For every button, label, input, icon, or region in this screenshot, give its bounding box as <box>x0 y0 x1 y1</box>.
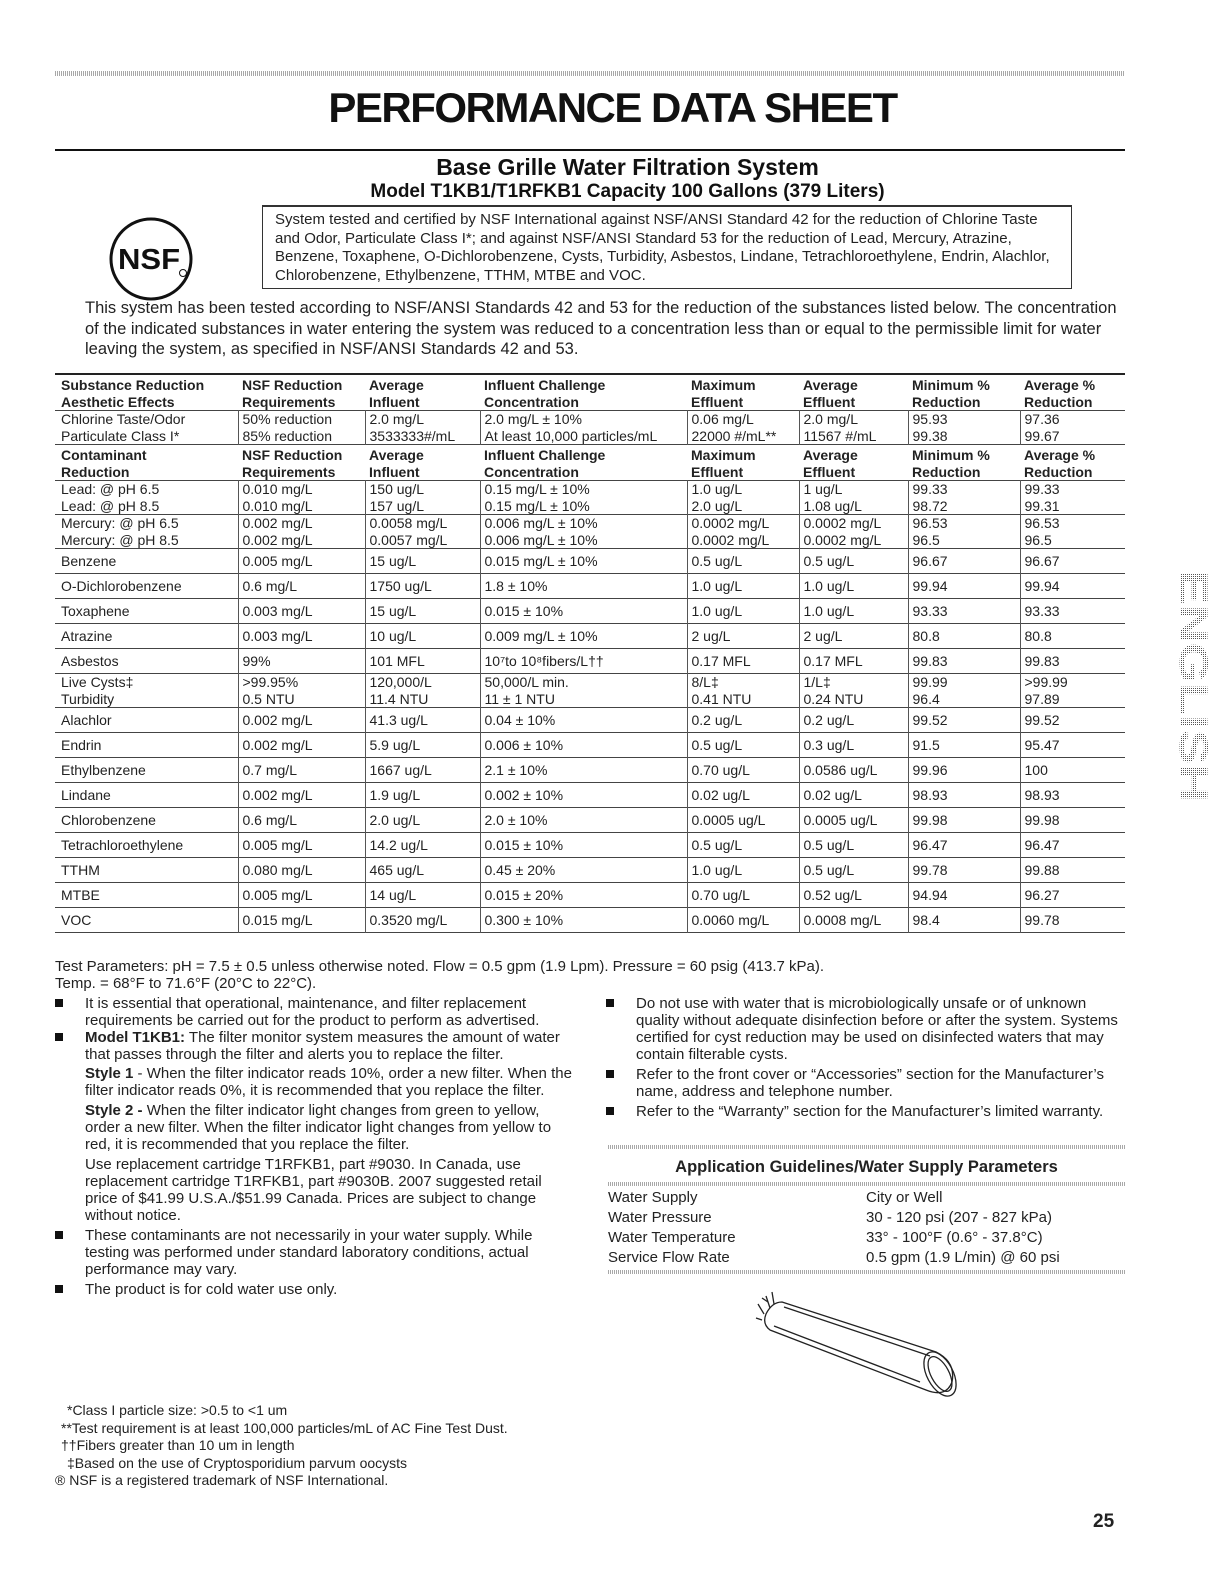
style1-label: Style 1 <box>85 1065 134 1082</box>
table-cell: 0.70 ug/L <box>687 758 799 783</box>
table-cell: 41.3 ug/L <box>365 708 480 733</box>
table-row <box>55 599 1125 624</box>
table-row <box>55 624 1125 649</box>
table-cell: 0.15 mg/L ± 10% 0.15 mg/L ± 10% <box>480 481 687 515</box>
table-cell: 0.002 mg/L 0.002 mg/L <box>238 515 365 549</box>
table-cell: 2 ug/L <box>799 624 908 649</box>
note-item <box>606 995 1125 1063</box>
table-cell: 0.005 mg/L <box>238 549 365 574</box>
table-cell: 99.94 <box>1020 574 1125 599</box>
table-cell: 96.27 <box>1020 883 1125 908</box>
table-row <box>55 858 1125 883</box>
note-item <box>55 1227 575 1278</box>
table-cell: Chlorobenzene <box>61 812 156 828</box>
table-cell: 99% <box>238 649 365 674</box>
table-cell: 0.5 ug/L <box>687 549 799 574</box>
table-cell: 96.47 <box>908 833 1020 858</box>
table-cell: 0.6 mg/L <box>238 808 365 833</box>
table-cell: 0.2 ug/L <box>687 708 799 733</box>
table-cell: 99.98 <box>1020 808 1125 833</box>
table-cell: NSF Reduction Requirements <box>242 377 343 410</box>
table-cell: 0.17 MFL <box>799 649 908 674</box>
table-cell: 14 ug/L <box>365 883 480 908</box>
table-cell: Average Effluent <box>803 377 858 410</box>
note-text: Do not use with water that is microbiologically unsafe or of unknown quality without adequate disinfection before or after the system. Systems certified for cyst reduction may be used on disinfected waters that may contain filterable cysts. <box>636 995 1118 1063</box>
table-cell: 1.8 ± 10% <box>480 574 687 599</box>
table-cell: 93.33 <box>908 599 1020 624</box>
table-cell: 99.83 <box>908 649 1020 674</box>
table-cell: 0.5 ug/L <box>687 733 799 758</box>
table-cell: 96.47 <box>1020 833 1125 858</box>
table-cell: TTHM <box>61 862 100 878</box>
table-header-row <box>55 374 1125 411</box>
table-cell: 1750 ug/L <box>365 574 480 599</box>
guideline-row <box>608 1188 1125 1208</box>
guideline-label: Water Pressure <box>608 1209 712 1226</box>
table-cell: 2.0 mg/L 11567 #/mL <box>799 411 908 445</box>
table-cell: 0.300 ± 10% <box>480 908 687 933</box>
footnote: *Class I particle size: >0.5 to <1 um <box>67 1402 288 1418</box>
table-cell: 98.93 <box>1020 783 1125 808</box>
table-cell: Mercury: @ pH 6.5 Mercury: @ pH 8.5 <box>61 515 179 548</box>
table-cell: 1/L‡ 0.24 NTU <box>799 674 908 708</box>
table-cell: 99.78 <box>908 858 1020 883</box>
nsf-logo-text: NSF <box>118 244 180 276</box>
table-cell: 0.015 ± 10% <box>480 833 687 858</box>
table-cell: 0.7 mg/L <box>238 758 365 783</box>
table-row <box>55 649 1125 674</box>
table-cell: O-Dichlorobenzene <box>61 578 182 594</box>
table-cell: 0.5 ug/L <box>799 858 908 883</box>
table-cell: 0.010 mg/L 0.010 mg/L <box>238 481 365 515</box>
table-cell: 0.3 ug/L <box>799 733 908 758</box>
note-text: The filter monitor system measures the amount of water that passes through the filter and alerts you to replace the filter. <box>85 1029 560 1063</box>
guideline-value: 0.5 gpm (1.9 L/min) @ 60 psi <box>866 1249 1060 1266</box>
right-notes <box>606 995 1125 1120</box>
bullet-square-icon <box>606 1107 614 1115</box>
table-cell: Lindane <box>61 787 111 803</box>
guidelines-bottom-rule <box>608 1270 1125 1274</box>
table-cell: 99.99 96.4 <box>908 674 1020 708</box>
table-cell: 2.0 mg/L ± 10% At least 10,000 particles/mL <box>480 411 687 445</box>
product-subtitle: Base Grille Water Filtration System <box>436 154 819 180</box>
table-row <box>55 708 1125 733</box>
guideline-row <box>608 1228 1125 1248</box>
table-cell: 0.45 ± 20% <box>480 858 687 883</box>
test-params-line2: Temp. = 68°F to 71.6°F (20°C to 22°C). <box>55 975 317 992</box>
table-cell: 91.5 <box>908 733 1020 758</box>
table-row <box>55 883 1125 908</box>
footnotes <box>55 1402 508 1490</box>
guideline-value: 33° - 100°F (0.6° - 37.8°C) <box>866 1229 1043 1246</box>
table-row <box>55 515 1125 549</box>
table-cell: NSF Reduction Requirements <box>242 447 343 480</box>
note-item <box>606 1103 1125 1120</box>
table-cell: 0.0058 mg/L 0.0057 mg/L <box>365 515 480 549</box>
note-item <box>55 995 575 1029</box>
table-cell: Live Cysts‡ Turbidity <box>61 674 134 707</box>
table-cell: 80.8 <box>1020 624 1125 649</box>
table-cell: 101 MFL <box>365 649 480 674</box>
table-row <box>55 758 1125 783</box>
table-cell: 99.94 <box>908 574 1020 599</box>
table-cell: 0.6 mg/L <box>238 574 365 599</box>
guidelines-top-rule <box>608 1145 1125 1149</box>
table-cell: 0.005 mg/L <box>238 883 365 908</box>
table-cell: 0.003 mg/L <box>238 624 365 649</box>
table-cell: 96.67 <box>908 549 1020 574</box>
table-cell: 95.47 <box>1020 733 1125 758</box>
table-cell: Average Influent <box>369 377 424 410</box>
table-cell: 0.02 ug/L <box>799 783 908 808</box>
table-cell: 1.0 ug/L <box>687 858 799 883</box>
bullet-square-icon <box>55 999 63 1007</box>
table-cell: 95.93 99.38 <box>908 411 1020 445</box>
table-cell: Maximum Effluent <box>691 377 756 410</box>
table-row <box>55 783 1125 808</box>
filter-cartridge-icon <box>760 1290 970 1400</box>
table-cell: 0.0008 mg/L <box>799 908 908 933</box>
table-cell: 14.2 ug/L <box>365 833 480 858</box>
table-cell: 98.4 <box>908 908 1020 933</box>
table-cell: 99.98 <box>908 808 1020 833</box>
guideline-value: 30 - 120 psi (207 - 827 kPa) <box>866 1209 1052 1226</box>
table-cell: 0.5 ug/L <box>687 833 799 858</box>
table-cell: 80.8 <box>908 624 1020 649</box>
table-row <box>55 733 1125 758</box>
table-cell: Average % Reduction <box>1024 377 1096 410</box>
guidelines-title: Application Guidelines/Water Supply Parameters <box>675 1158 1058 1176</box>
table-cell: 0.5 ug/L <box>799 549 908 574</box>
table-cell: 99.78 <box>1020 908 1125 933</box>
model-line: Model T1KB1/T1RFKB1 Capacity 100 Gallons (379 Liters) <box>370 181 885 202</box>
bullet-square-icon <box>606 1070 614 1078</box>
performance-table <box>55 373 1125 933</box>
table-cell: 50% reduction 85% reduction <box>238 411 365 445</box>
table-cell: Atrazine <box>61 628 113 644</box>
table-cell: 1.0 ug/L <box>799 574 908 599</box>
table-cell: 96.67 <box>1020 549 1125 574</box>
table-cell: 1.0 ug/L <box>687 574 799 599</box>
bullet-square-icon <box>606 999 614 1007</box>
table-cell: 2.0 mg/L 3533333#/mL <box>365 411 480 445</box>
note-item <box>55 1281 575 1298</box>
table-row <box>55 411 1125 445</box>
table-cell: 99.33 99.31 <box>1020 481 1125 515</box>
table-cell: Toxaphene <box>61 603 130 619</box>
table-cell: Maximum Effluent <box>691 447 756 480</box>
page-number: 25 <box>1093 1511 1115 1532</box>
guideline-label: Water Supply <box>608 1189 698 1206</box>
guideline-row <box>608 1248 1125 1268</box>
table-cell: 98.93 <box>908 783 1020 808</box>
table-cell: Substance Reduction Aesthetic Effects <box>61 377 205 410</box>
table-cell: 99.52 <box>908 708 1020 733</box>
table-cell: 5.9 ug/L <box>365 733 480 758</box>
table-cell: 8/L‡ 0.41 NTU <box>687 674 799 708</box>
table-cell: 94.94 <box>908 883 1020 908</box>
table-cell: 2.1 ± 10% <box>480 758 687 783</box>
table-cell: 2.0 ug/L <box>365 808 480 833</box>
footnote: ® NSF is a registered trademark of NSF International. <box>55 1472 389 1488</box>
table-cell: 465 ug/L <box>365 858 480 883</box>
table-cell: 0.080 mg/L <box>238 858 365 883</box>
table-cell: >99.99 97.89 <box>1020 674 1125 708</box>
table-cell: 0.009 mg/L ± 10% <box>480 624 687 649</box>
table-cell: 96.53 96.5 <box>908 515 1020 549</box>
table-cell: Influent Challenge Concentration <box>484 377 606 410</box>
table-cell: 0.015 mg/L ± 10% <box>480 549 687 574</box>
table-cell: 10⁷to 10⁸fibers/L†† <box>480 649 687 674</box>
table-cell: 150 ug/L 157 ug/L <box>365 481 480 515</box>
table-cell: 0.015 ± 20% <box>480 883 687 908</box>
footnote: **Test requirement is at least 100,000 particles/mL of AC Fine Test Dust. <box>61 1419 508 1436</box>
table-cell: 99.52 <box>1020 708 1125 733</box>
guideline-value: City or Well <box>866 1189 943 1206</box>
style2-label: Style 2 - <box>85 1102 143 1119</box>
table-cell: 0.17 MFL <box>687 649 799 674</box>
table-cell: Average % Reduction <box>1024 447 1096 480</box>
table-cell: 0.04 ± 10% <box>480 708 687 733</box>
nsf-logo-icon <box>109 217 193 301</box>
table-row <box>55 808 1125 833</box>
table-cell: 120,000/L 11.4 NTU <box>365 674 480 708</box>
table-cell: Average Influent <box>369 447 424 480</box>
table-cell: 2 ug/L <box>687 624 799 649</box>
bullet-square-icon <box>55 1285 63 1293</box>
guideline-label: Water Temperature <box>608 1229 736 1246</box>
table-cell: Average Effluent <box>803 447 858 480</box>
table-cell: 0.52 ug/L <box>799 883 908 908</box>
side-tab-label: ENGLISH <box>1171 570 1215 748</box>
table-cell: 0.70 ug/L <box>687 883 799 908</box>
guideline-label: Service Flow Rate <box>608 1249 730 1266</box>
guideline-row <box>608 1208 1125 1228</box>
left-notes <box>55 995 575 1298</box>
table-cell: Minimum % Reduction <box>912 377 990 410</box>
note-text: The product is for cold water use only. <box>85 1281 338 1298</box>
english-side-tab <box>1150 570 1215 802</box>
table-cell: 0.006 ± 10% <box>480 733 687 758</box>
guidelines-title-rule <box>608 1182 1125 1186</box>
table-cell: 100 <box>1020 758 1125 783</box>
table-cell: 15 ug/L <box>365 549 480 574</box>
table-row <box>55 908 1125 933</box>
table-cell: 50,000/L min. 11 ± 1 NTU <box>480 674 687 708</box>
table-cell: Tetrachloroethylene <box>61 837 184 853</box>
table-cell: 0.015 ± 10% <box>480 599 687 624</box>
table-cell: 0.005 mg/L <box>238 833 365 858</box>
table-cell: 99.96 <box>908 758 1020 783</box>
note-item <box>55 1029 575 1224</box>
bullet-square-icon <box>55 1033 63 1041</box>
table-cell: Endrin <box>61 737 102 753</box>
footnote: ‡Based on the use of Cryptosporidium parvum oocysts <box>67 1454 408 1471</box>
table-cell: Influent Challenge Concentration <box>484 447 606 480</box>
table-cell: 0.0060 mg/L <box>687 908 799 933</box>
note-text: These contaminants are not necessarily in your water supply. While testing was performed under standard laboratory conditions, actual performance may vary. <box>85 1227 533 1278</box>
table-row <box>55 833 1125 858</box>
table-cell: MTBE <box>61 887 100 903</box>
table-cell: 93.33 <box>1020 599 1125 624</box>
table-cell: 0.002 mg/L <box>238 708 365 733</box>
note-text: Refer to the front cover or “Accessories” section for the Manufacturer’s name, address and telephone number. <box>636 1066 1104 1100</box>
certification-box: System tested and certified by NSF International against NSF/ANSI Standard 42 for the reduction of Chlorine Taste and Odor, Particulate Class I*; and against NSF/ANSI Standard 53 for the reduction of Lead, Mercury, Atrazine, Benzene, Toxaphene, O-Dichlorobenzene, Cysts, Turbidity, Asbestos, Lindane, Tetrachloroethylene, Endrin, Alachlor, Chlorobenzene, Ethylbenzene, TTHM, MTBE and VOC. <box>262 205 1072 289</box>
table-row <box>55 549 1125 574</box>
table-cell: 0.0002 mg/L 0.0002 mg/L <box>687 515 799 549</box>
table-row <box>55 481 1125 515</box>
table-cell: 1.0 ug/L <box>687 599 799 624</box>
table-cell: Chlorine Taste/Odor Particulate Class I* <box>61 411 186 444</box>
table-cell: 0.002 ± 10% <box>480 783 687 808</box>
table-cell: 0.02 ug/L <box>687 783 799 808</box>
table-cell: 0.5 ug/L <box>799 833 908 858</box>
table-cell: >99.95% 0.5 NTU <box>238 674 365 708</box>
table-cell: 1667 ug/L <box>365 758 480 783</box>
table-cell: 99.88 <box>1020 858 1125 883</box>
test-params-line1: Test Parameters: pH = 7.5 ± 0.5 unless otherwise noted. Flow = 0.5 gpm (1.9 Lpm). Pressure = 60 psig (413.7 kPa). <box>55 958 825 975</box>
note-text: Refer to the “Warranty” section for the Manufacturer’s limited warranty. <box>636 1103 1104 1120</box>
page-title: PERFORMANCE DATA SHEET <box>328 84 897 131</box>
footnote: ††Fibers greater than 10 um in length <box>61 1437 295 1453</box>
style1-text: - When the filter indicator reads 10%, order a new filter. When the filter indicator reads 0%, it is recommended that you replace the filter. <box>85 1065 572 1099</box>
table-cell: 1 ug/L 1.08 ug/L <box>799 481 908 515</box>
bullet-square-icon <box>55 1231 63 1239</box>
note-item <box>606 1066 1125 1100</box>
table-cell: 0.0002 mg/L 0.0002 mg/L <box>799 515 908 549</box>
table-cell: 15 ug/L <box>365 599 480 624</box>
table-cell: 10 ug/L <box>365 624 480 649</box>
replacement-text: Use replacement cartridge T1RFKB1, part #9030. In Canada, use replacement cartridge T1RFKB1, part #9030B. 2007 suggested retail price of $41.99 U.S.A./$51.99 Canada. Prices are subject to change without notice. <box>85 1156 542 1224</box>
note-text: It is essential that operational, maintenance, and filter replacement requirements be carried out for the product to perform as advertised. <box>85 995 540 1029</box>
table-cell: 99.83 <box>1020 649 1125 674</box>
table-cell: Ethylbenzene <box>61 762 146 778</box>
style2-text: When the filter indicator light changes from green to yellow, order a new filter. When the filter indicator light changes from yellow to red, it is recommended that you replace the filter. <box>85 1102 552 1153</box>
table-cell: 96.53 96.5 <box>1020 515 1125 549</box>
table-cell: 99.33 98.72 <box>908 481 1020 515</box>
table-cell: Lead: @ pH 6.5 Lead: @ pH 8.5 <box>61 481 160 514</box>
title-rule <box>55 149 1125 151</box>
table-cell: 1.9 ug/L <box>365 783 480 808</box>
table-cell: 0.015 mg/L <box>238 908 365 933</box>
test-parameters <box>55 958 1125 992</box>
table-cell: Contaminant Reduction <box>61 447 147 480</box>
guidelines-table <box>608 1188 1125 1268</box>
table-cell: 1.0 ug/L 2.0 ug/L <box>687 481 799 515</box>
table-cell: VOC <box>61 912 92 928</box>
table-cell: 0.006 mg/L ± 10% 0.006 mg/L ± 10% <box>480 515 687 549</box>
table-cell: 0.0005 ug/L <box>799 808 908 833</box>
table-cell: Minimum % Reduction <box>912 447 990 480</box>
table-cell: 0.06 mg/L 22000 #/mL** <box>687 411 799 445</box>
table-cell: 0.002 mg/L <box>238 783 365 808</box>
table-cell: 2.0 ± 10% <box>480 808 687 833</box>
intro-paragraph: This system has been tested according to NSF/ANSI Standards 42 and 53 for the reduction of the substances listed below. The concentration of the indicated substances in water entering the system was reduced to a concentration less than or equal to the permissible limit for water leaving the system, as specified in NSF/ANSI Standards 42 and 53. <box>85 299 1117 358</box>
table-cell: 0.0586 ug/L <box>799 758 908 783</box>
table-cell: Alachlor <box>61 712 112 728</box>
table-cell: 0.003 mg/L <box>238 599 365 624</box>
note-bold-label: Model T1KB1: <box>85 1029 186 1046</box>
table-cell: Benzene <box>61 553 117 569</box>
table-cell: 97.36 99.67 <box>1020 411 1125 445</box>
table-cell: 0.2 ug/L <box>799 708 908 733</box>
table-cell: 0.0005 ug/L <box>687 808 799 833</box>
table-cell: Asbestos <box>61 653 119 669</box>
table-cell: 0.3520 mg/L <box>365 908 480 933</box>
table-row <box>55 574 1125 599</box>
table-row <box>55 674 1125 708</box>
top-dotted-rule <box>55 71 1125 76</box>
table-header-row <box>55 445 1125 481</box>
table-cell: 1.0 ug/L <box>799 599 908 624</box>
table-cell: 0.002 mg/L <box>238 733 365 758</box>
